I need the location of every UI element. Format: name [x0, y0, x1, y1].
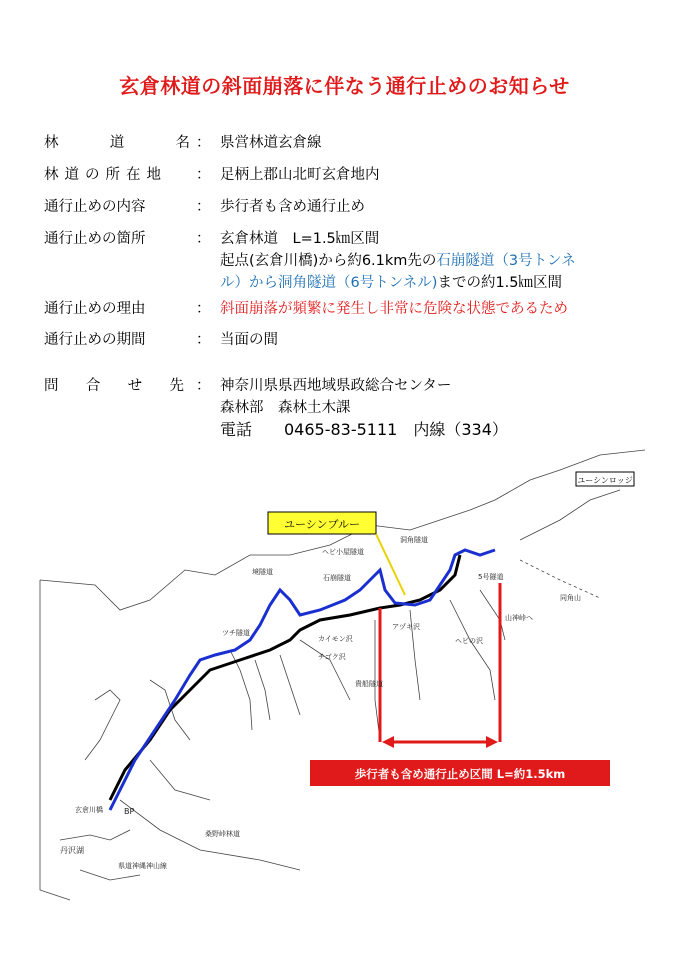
stream-line — [85, 690, 120, 760]
info-value-closure-section: 玄倉林道 L=1.5㎞区間 — [220, 231, 380, 247]
info-value-road-name: 県営林道玄倉線 — [220, 135, 322, 151]
label-towosan: 同角山 — [560, 594, 581, 602]
label-hebino: ヘビの沢 — [455, 637, 483, 645]
label-kanomata: 桑野峠林道 — [205, 830, 240, 838]
info-colon: ： — [196, 231, 211, 247]
label-tanzawa: 丹沢湖 — [60, 846, 84, 855]
info-label-location: 林道の所在地 — [44, 167, 167, 183]
closure-arrow-right — [486, 736, 498, 748]
info-colon: ： — [196, 301, 211, 317]
info-label-period: 通行止めの期間 — [44, 332, 146, 348]
info-label-closure-type: 通行止めの内容 — [44, 199, 146, 215]
label-char: 道 — [109, 135, 125, 151]
label-char: 名 — [175, 135, 190, 151]
info-value-location: 足柄上郡山北町玄倉地内 — [220, 167, 380, 183]
label-bp: BP — [124, 807, 135, 816]
trail-line — [520, 560, 600, 598]
label-p5: 5号隧道 — [478, 573, 504, 581]
road-line — [80, 870, 140, 880]
yushin-blue-label: ユーシンブルー — [283, 518, 361, 531]
trail-line — [520, 490, 620, 540]
info-colon: ： — [196, 199, 211, 215]
info-colon: ： — [196, 378, 211, 394]
label-azaki: アヅキ沢 — [392, 623, 420, 631]
yushin-lodge-label: ユーシンロッジ — [577, 476, 633, 485]
stream-line — [255, 660, 270, 720]
section-detail-length: までの約1.5㎞区間 — [437, 275, 563, 291]
label-gencho: 玄倉川橋 — [75, 806, 103, 814]
stream-line — [280, 655, 300, 715]
closure-arrow-left — [382, 736, 394, 748]
info-value-contact-phone: 電話 0465-83-5111 内線（334） — [220, 420, 508, 439]
label-kasuga: 境隧道 — [252, 568, 273, 576]
map-labels — [60, 535, 581, 870]
label-hebikoya: ヘビ小屋隧道 — [322, 548, 364, 556]
info-value-reason: 斜面崩落が頻繁に発生し非常に危険な状態であるため — [220, 301, 568, 317]
section-detail-tunnel-3: 石崩隧道（3号トンネ — [436, 253, 576, 269]
label-ishikuzure: 石崩隧道 — [323, 574, 351, 582]
label-kizumi: 貴船隧道 — [355, 680, 383, 688]
info-colon: ： — [196, 167, 211, 183]
stream-line — [300, 640, 350, 700]
label-char: 林 — [44, 135, 59, 151]
info-label-reason: 通行止めの理由 — [44, 301, 146, 317]
info-value-contact-dept: 森林部 森林土木課 — [220, 400, 351, 416]
lake-shore — [60, 830, 130, 840]
label-char: せ — [127, 378, 143, 394]
label-yama: 山神峠へ — [505, 614, 533, 622]
info-label-closure-section: 通行止めの箇所 — [44, 231, 146, 247]
info-colon: ： — [196, 135, 211, 151]
info-value-closure-type: 歩行者も含め通行止め — [220, 199, 365, 215]
label-route: 県道神縄神山線 — [118, 862, 167, 870]
info-value-period: 当面の間 — [220, 332, 278, 348]
stream-line — [150, 760, 210, 800]
label-char: 問 — [44, 378, 59, 394]
label-chigoku: チゴク沢 — [318, 653, 346, 661]
info-value-contact-office: 神奈川県県西地域県政総合センター — [220, 378, 452, 394]
label-horazumi: 洞角隧道 — [400, 536, 428, 544]
section-detail-tunnel-6: ル）から洞角隧道（6号トンネル) — [220, 275, 438, 291]
label-char: 先 — [169, 378, 184, 394]
label-kaimon: カイモン沢 — [318, 635, 353, 643]
label-char: 合 — [85, 378, 101, 394]
info-colon: ： — [196, 332, 211, 348]
label-tsuchi: ツチ隧道 — [222, 629, 250, 637]
closure-banner-text: 歩行者も含め通行止め区間 L=約1.5km — [354, 767, 566, 781]
section-detail-start: 起点(玄倉川橋)から約6.1km先の — [220, 253, 437, 269]
stream-line — [450, 600, 495, 700]
page-title: 玄倉林道の斜面崩落に伴なう通行止めのお知らせ — [119, 74, 570, 98]
